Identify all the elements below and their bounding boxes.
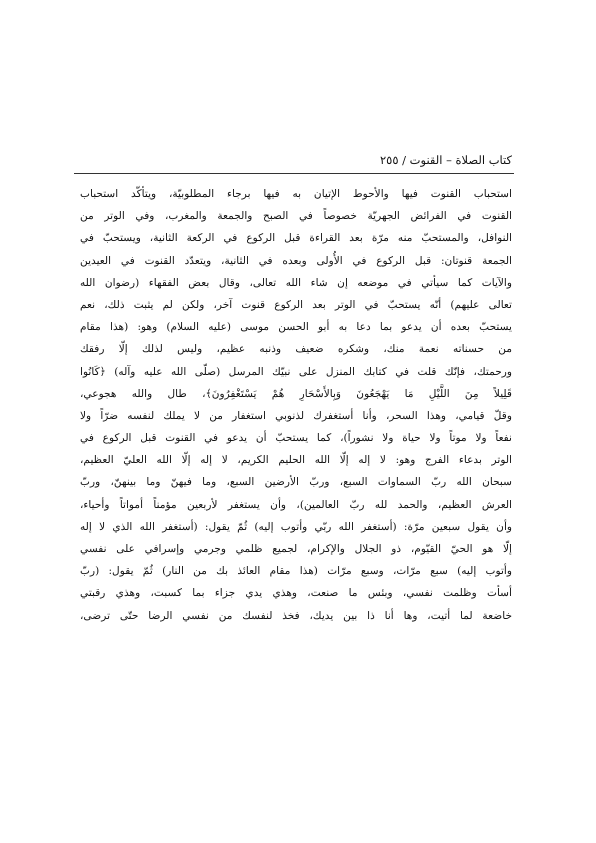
text-line: استحباب القنوت فيها والأحوط الإتيان به فيها برجاء المطلوبيّة، ويتأكّد استحباب: [80, 188, 512, 200]
text-line: وأن يقول سبعين مرّة: (أستغفر الله ربّي وأتوب إليه) ثُمّ يقول: (أستغفر الله الذي لا إله: [80, 520, 512, 533]
quran-verse-line: قَلِيلاً مِنَ اللَّيْلِ مَا يَهْجَعُونَ وَبِالأَسْحَارِ هُمْ يَسْتَغْفِرُونَ﴾، طال والله هجوعي،: [80, 387, 512, 400]
text-line: النوافل، والمستحبّ منه مرّة بعد القراءة قبل الركوع في الركعة الثانية، ويستحبّ في: [80, 232, 512, 245]
text-line: وأتوب إليه) سبع مرّات، وسبع مرّات (هذا مقام العائذ بك من النار) ثُمّ يقول: (ربّ: [80, 565, 512, 578]
text-line: من حسناته نعمة منك، وشكره ضعيف وذنبه عظيم، وليس لذلك إلّا رفقك: [80, 343, 512, 356]
text-line: الوتر بدعاء الفرج وهو: لا إله إلّا الله الحليم الكريم، لا إله إلّا الله العليّ العظيم،: [80, 454, 512, 467]
text-line: القنوت في الفرائض الجهريّة خصوصاً في الصبح والجمعة والمغرب، وفي الوتر من: [80, 210, 512, 223]
body-text: [80, 183, 512, 627]
running-header: كتاب الصلاة – القنوت / ٢٥٥: [379, 153, 512, 167]
text-line: خاضعة لما أتيت، وها أنا ذا بين يديك، فخذ لنفسك من نفسي الرضا حتّى ترضى،: [80, 609, 512, 622]
text-line: الجمعة قنوتان: قبل الركوع في الأُولى وبعده في الثانية، ويتعدّد القنوت في العيدين: [80, 254, 512, 267]
text-line: نفعاً ولا موتاً ولا حياة ولا نشوراً)، كما يستحبّ أن يدعو في القنوت قبل الركوع في: [80, 432, 512, 445]
text-line: والآيات كما سيأتي في موضعه إن شاء الله تعالى، وقال بعض الفقهاء (رضوان الله: [80, 276, 512, 289]
text-line: يستحبّ بعده أن يدعو بما دعا به أبو الحسن موسى (عليه السلام) وهو: (هذا مقام: [80, 321, 512, 334]
header-divider: [74, 173, 514, 174]
text-line: أسأت وظلمت نفسي، وبئس ما صنعت، وهذي يدي جزاء بما كسبت، وهذي رقبتي: [80, 587, 512, 600]
text-line: تعالى عليهم) أنّه يستحبّ في الوتر بعد الركوع قنوت آخر، ولكن لم يثبت ذلك، نعم: [80, 298, 512, 311]
text-line: العرش العظيم، والحمد لله ربّ العالمين)، وأن يستغفر لأربعين مؤمناً أمواتاً وأحياء،: [80, 498, 512, 511]
text-line: ورحمتك، فإنّك قلت في كتابك المنزل على نبيّك المرسل (صلّى الله عليه وآله) ﴿كَانُوا: [80, 365, 512, 378]
text-line: وقلّ قيامي، وهذا السحر، وأنا أستغفرك لذنوبي استغفار من لا يملك لنفسه ضرّاً ولا: [80, 409, 512, 422]
text-line: سبحان الله ربّ السماوات السبع، وربّ الأرضين السبع، وما فيهنّ وما بينهنّ، وربّ: [80, 476, 512, 489]
text-line: إلّا هو الحيّ القيّوم، ذو الجلال والإكرام، لجميع ظلمي وجرمي وإسرافي على نفسي: [80, 543, 512, 555]
